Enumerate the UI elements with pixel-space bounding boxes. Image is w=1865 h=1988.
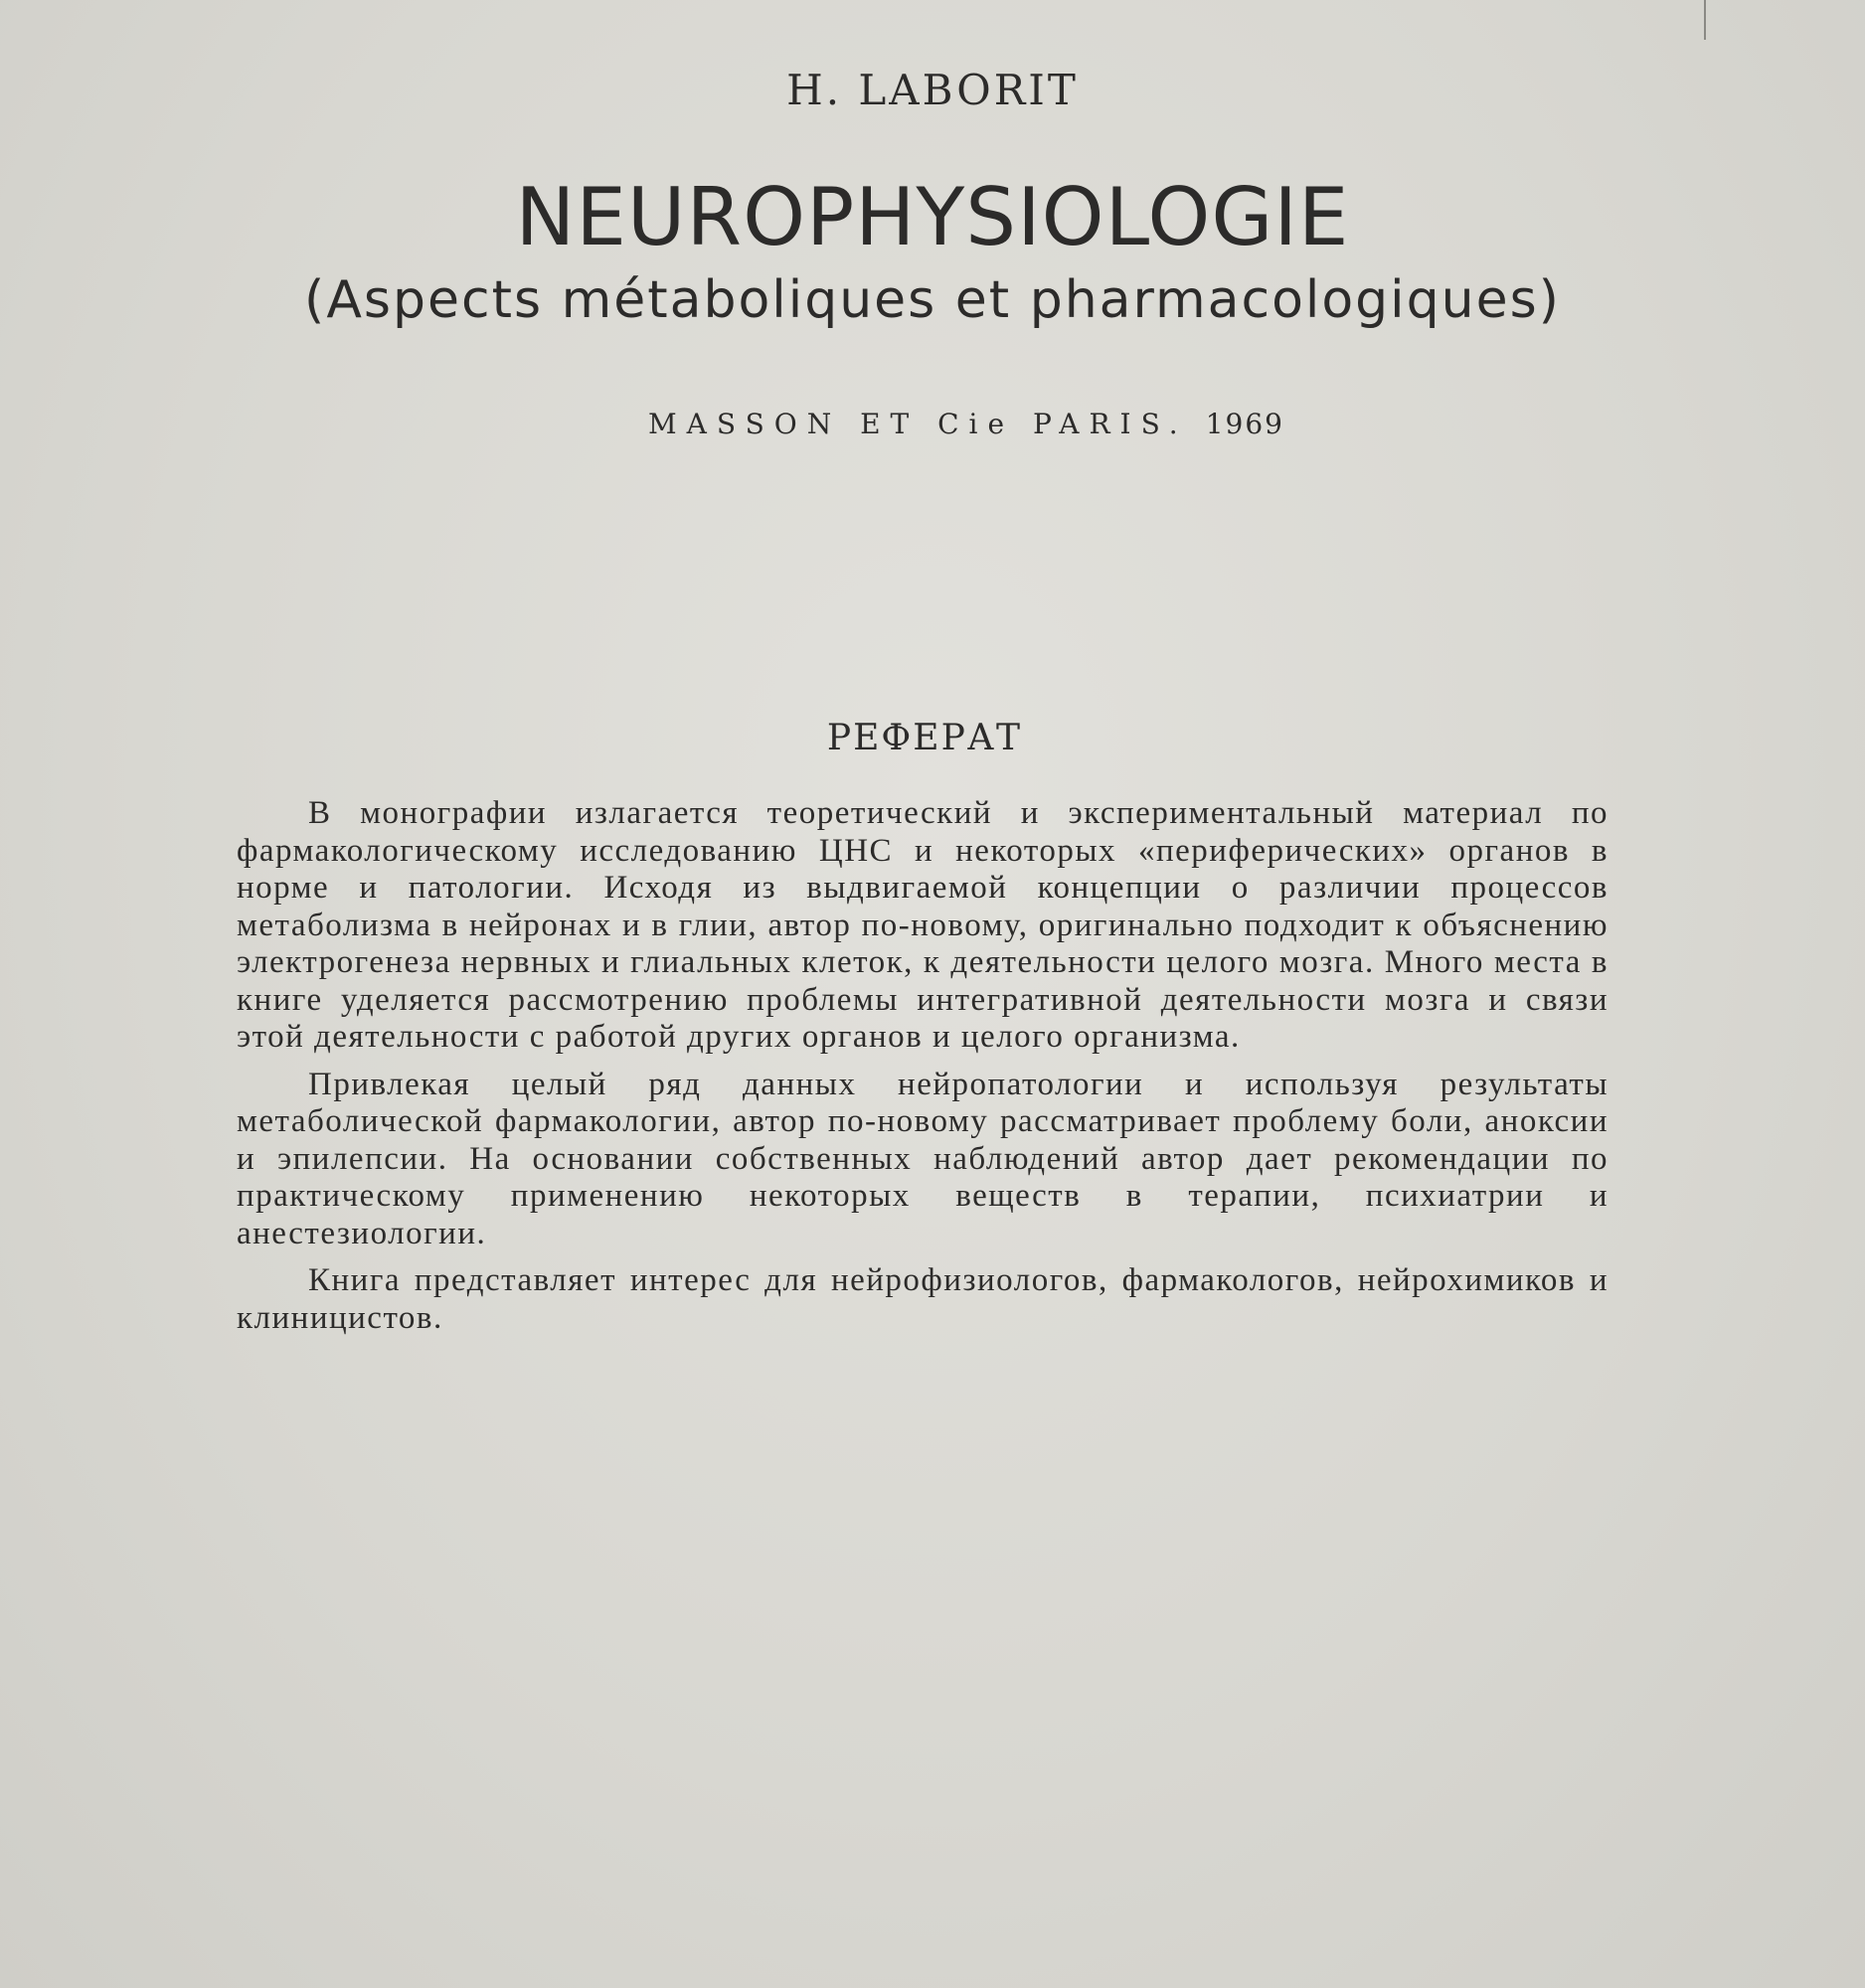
abstract-body (237, 795, 1609, 1347)
abstract-paragraph: В монографии излагается теоретический и экспериментальный материал по фармакологическому исследованию ЦНС и некоторых «периферических» органов в норме и патологии. Исходя из выдвигаемой концепции о различии процессов метаболизма в нейронах и в глии, автор по-новому, оригинально подходит к объяснению электрогенеза нервных и глиальных клеток, к деятельности целого мозга. Много места в книге уделяется рассмотрению проблемы интегративной деятельности мозга и связи этой деятельности с работой других органов и целого организма. (237, 795, 1609, 1055)
book-title: NEUROPHYSIOLOGIE (515, 171, 1350, 263)
publisher-line (648, 408, 1284, 440)
publisher-name: MASSON ET Cie PARIS. (648, 408, 1188, 440)
abstract-paragraph: Привлекая целый ряд данных нейропатологии и используя результаты метаболической фармакологии, автор по-новому рассматривает проблему боли, аноксии и эпилепсии. На основании собственных наблюдений автор дает рекомендации по практическому применению некоторых веществ в терапии, психиатрии и анестезиологии. (237, 1066, 1609, 1251)
abstract-paragraph: Книга представляет интерес для нейрофизиологов, фармакологов, нейрохимиков и клиницистов. (237, 1262, 1609, 1336)
publication-year: 1969 (1205, 408, 1284, 440)
book-subtitle: (Aspects métaboliques et pharmacologiques) (304, 270, 1561, 330)
author-name: H. LABORIT (786, 66, 1079, 114)
page-edge-mark (1704, 0, 1706, 40)
abstract-heading: РЕФЕРАТ (826, 718, 1023, 758)
